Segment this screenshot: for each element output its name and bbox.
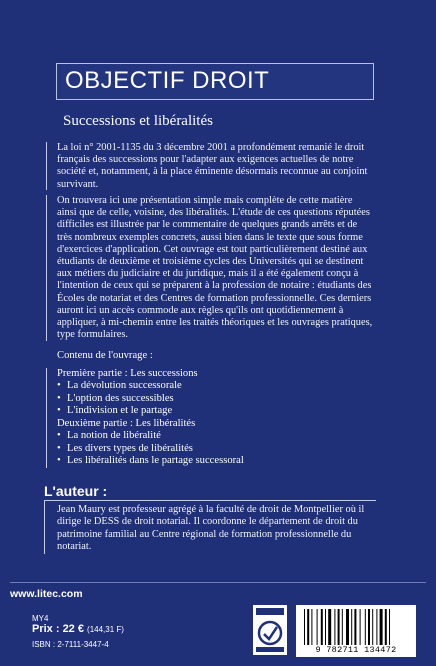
list-item: • La dévolution successorale — [57, 380, 375, 392]
author-bio: Jean Maury est professeur agrégé à la faculté de droit de Montpellier où il dirige le DESS de droit notarial. Il coordonne le département de droit du patrimoine familial au Centre régional de formation professionnelle du notariat. — [57, 504, 365, 553]
website-link[interactable]: www.litec.com — [10, 588, 83, 600]
price-conversion: (144,31 F) — [87, 625, 124, 634]
series-banner — [56, 63, 374, 100]
list-item: • La notion de libéralité — [57, 430, 375, 442]
barcode-digits: 9 782711 134472 — [296, 645, 416, 655]
series-title: OBJECTIF DROIT — [65, 67, 270, 94]
intro-paragraph-2 — [46, 195, 373, 341]
list-item: • Les divers types de libéralités — [57, 443, 375, 455]
footer-divider — [10, 582, 426, 583]
intro-text-2: On trouvera ici une présentation simple mais complète de cette matière ainsi que de celle, voisine, des libéralités. L'étude de ces questions réputées difficiles est illustrée par le commentaire de quelques grands arrêts et de très nombreux exemples concrets, aussi bien dans le texte que sous forme d'exercices d'application. Cet ouvrage est tout particulièrement destiné aux étudiants de deuxième et troisième cycles des Universités qui se destinent aux métiers du judiciaire et du juridique, mais il a été également conçu à l'intention de ceux qui se préparent à la profession de notaire : étudiants des Écoles de notariat et des Centres de formation professionnelle. Ces derniers auront ici un accès commode aux règles qu'ils ont quotidiennement à appliquer, à mi-chemin entre les traités théoriques et les ouvrages pratiques, type formulaires. — [57, 195, 373, 341]
part-two-title: Deuxième partie : Les libéralités — [57, 418, 196, 429]
book-title: Successions et libéralités — [63, 113, 213, 129]
part-one — [46, 368, 375, 418]
list-item: • Les libéralités dans le partage successoral — [57, 455, 375, 467]
part-one-title: Première partie : Les successions — [57, 368, 198, 379]
price — [32, 623, 124, 635]
part-one-list — [57, 380, 375, 417]
contents-label: Contenu de l'ouvrage : — [57, 350, 153, 361]
product-code: MY4 — [32, 614, 49, 623]
list-item: • L'indivision et le partage — [57, 405, 375, 417]
part-two — [46, 418, 375, 468]
author-section — [44, 500, 376, 554]
isbn: ISBN : 2-7111-3447-4 — [32, 640, 109, 649]
intro-text-1: La loi n° 2001-1135 du 3 décembre 2001 a profondément remanié le droit français des successions pour l'adapter aux exigences actuelles de notre société et, notamment, à la place éminente désormais reconnue au conjoint survivant. — [57, 142, 368, 190]
intro-paragraph-1 — [46, 142, 373, 190]
publisher-logo-icon — [253, 605, 287, 655]
author-heading: L'auteur : — [44, 483, 108, 499]
price-value: Prix : 22 € — [32, 623, 84, 635]
part-two-list — [57, 430, 375, 467]
list-item: • L'option des successibles — [57, 393, 375, 405]
